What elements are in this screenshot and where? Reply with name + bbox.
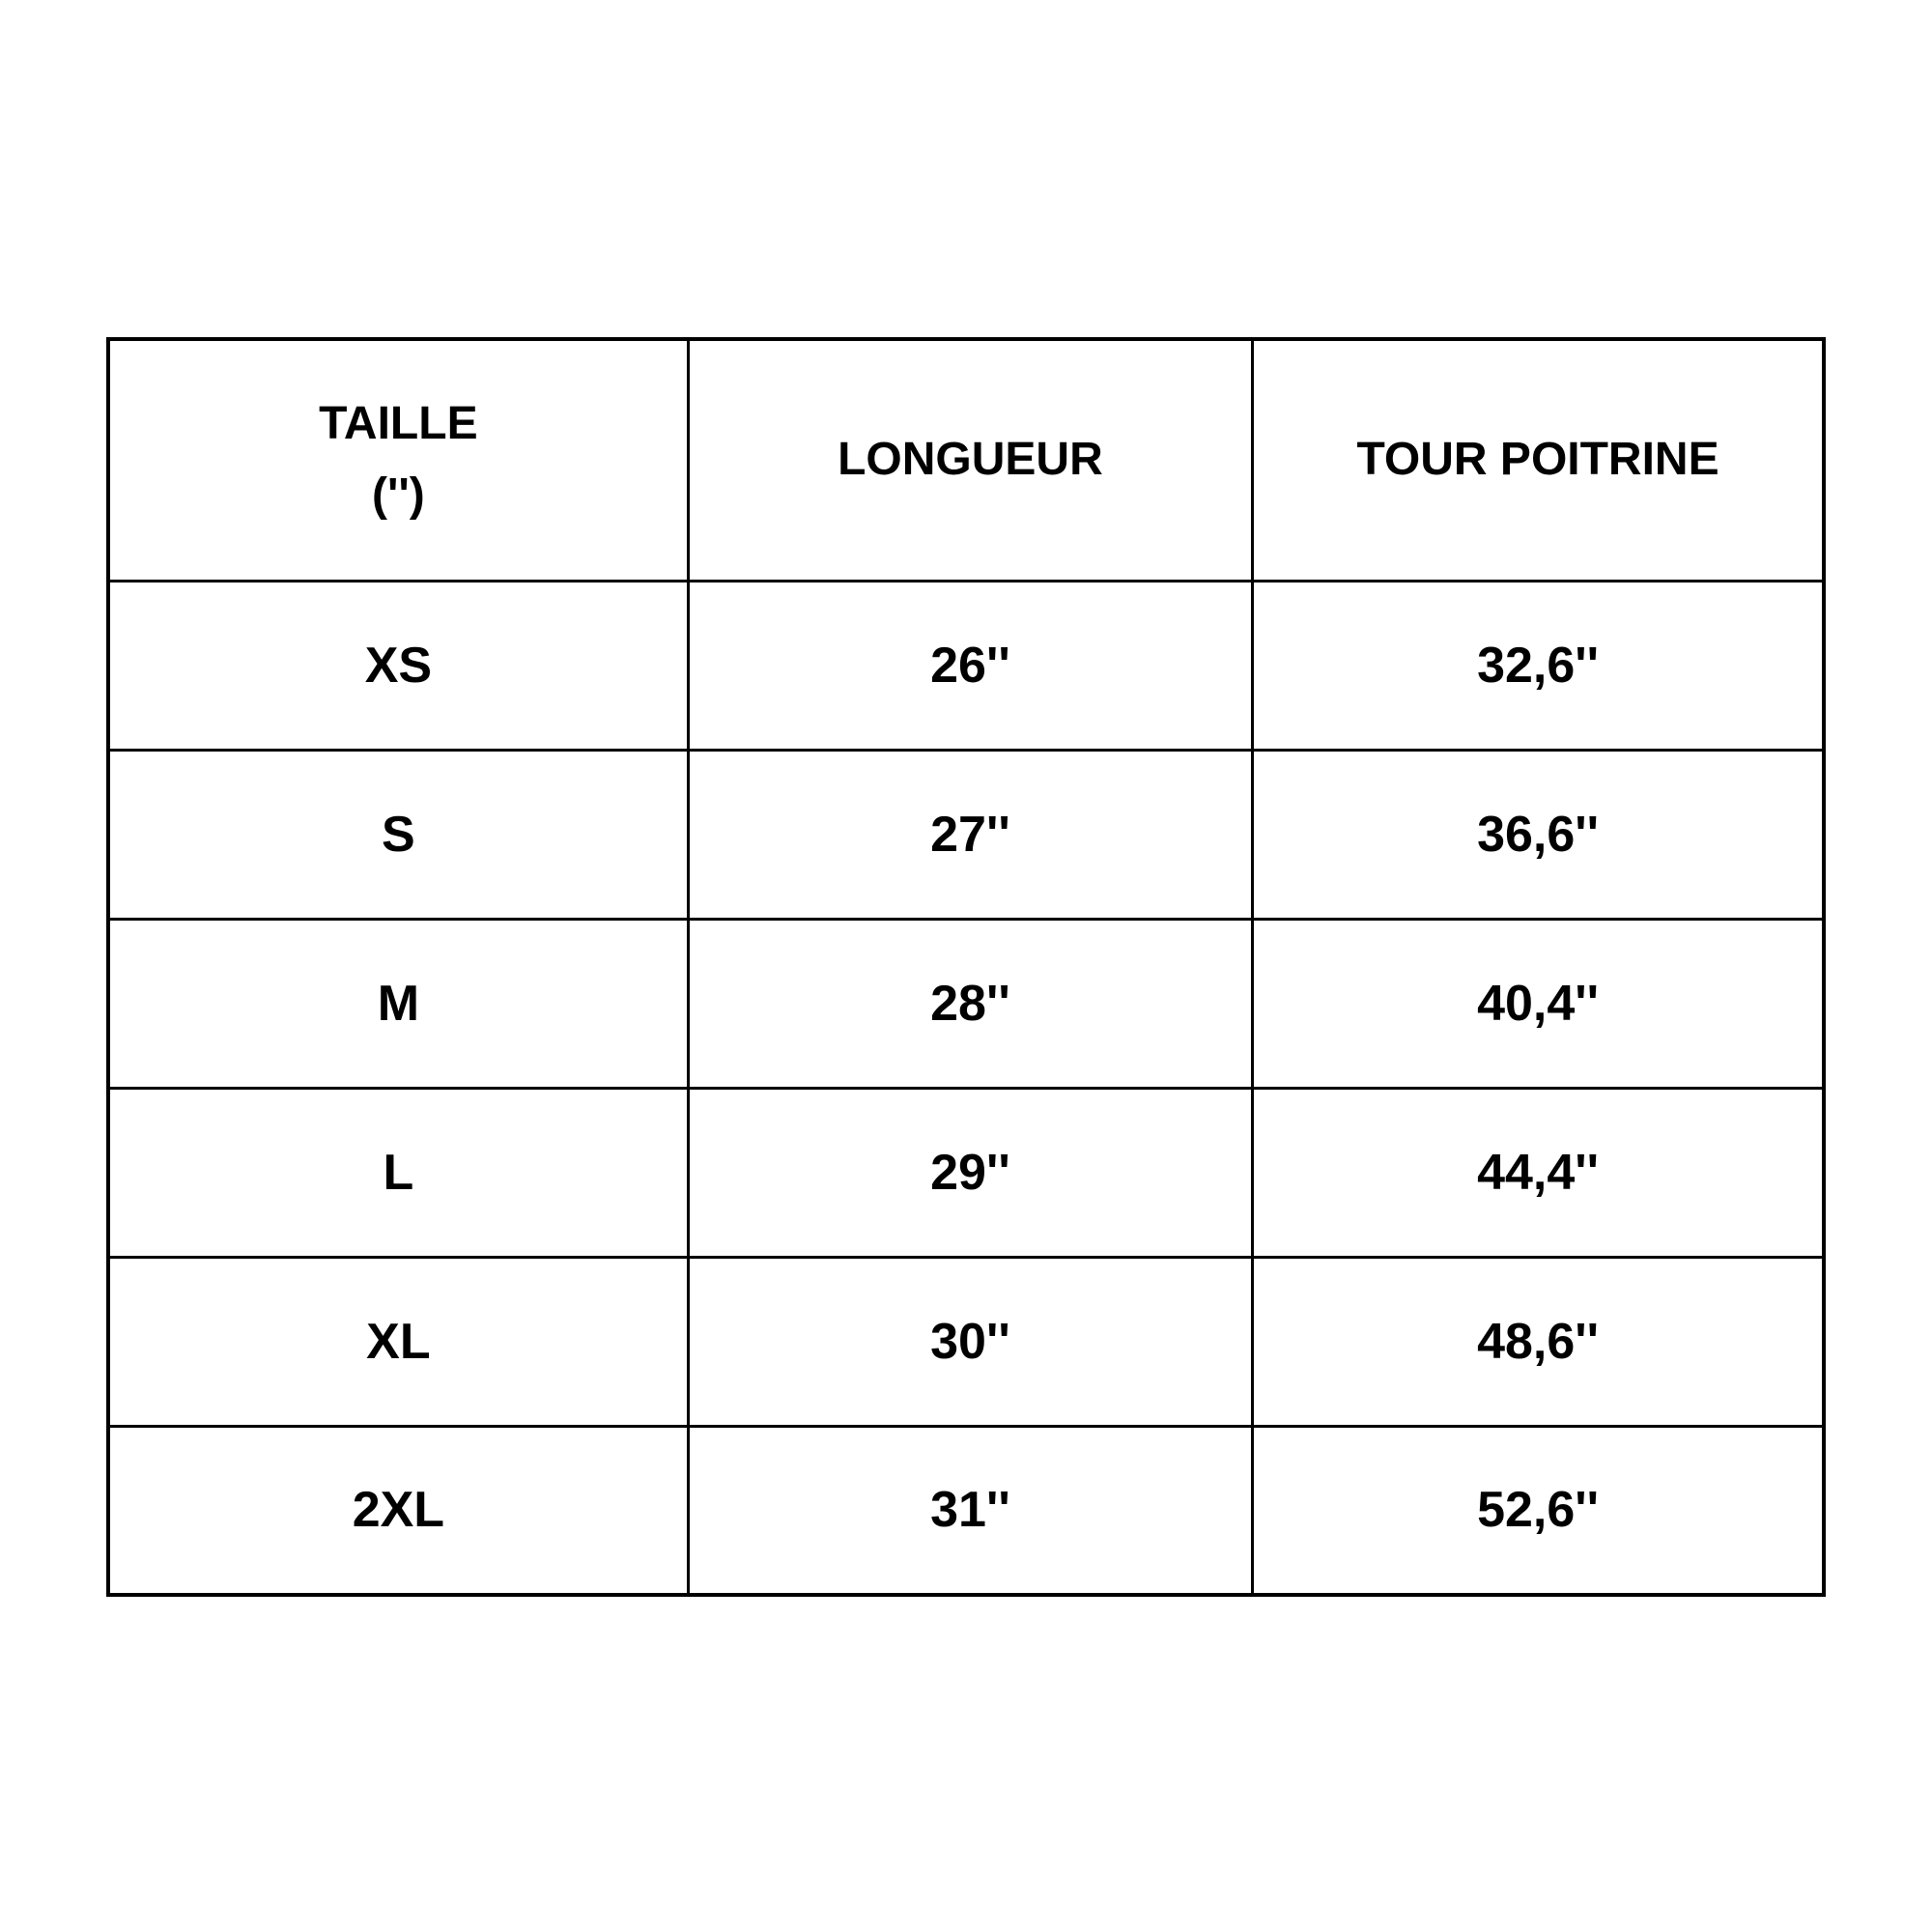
cell-chest: 52,6'' [1253, 1426, 1824, 1595]
table-row-2xl [108, 1426, 1824, 1595]
cell-size: S [108, 750, 688, 919]
cell-size: XL [108, 1257, 688, 1426]
header-taille-unit: ('') [371, 469, 425, 522]
table-body [108, 581, 1824, 1595]
cell-chest: 32,6'' [1253, 581, 1824, 750]
cell-chest: 44,4'' [1253, 1088, 1824, 1257]
header-row [108, 339, 1824, 581]
cell-length: 31'' [688, 1426, 1252, 1595]
cell-chest: 40,4'' [1253, 919, 1824, 1088]
header-taille-label: TAILLE [319, 397, 478, 449]
cell-size: M [108, 919, 688, 1088]
header-cell-longueur: LONGUEUR [688, 339, 1252, 581]
table-header [108, 339, 1824, 581]
cell-size: XS [108, 581, 688, 750]
header-cell-taille [108, 339, 688, 581]
cell-length: 27'' [688, 750, 1252, 919]
size-chart-table [106, 337, 1826, 1597]
cell-chest: 36,6'' [1253, 750, 1824, 919]
table-row-xs [108, 581, 1824, 750]
cell-chest: 48,6'' [1253, 1257, 1824, 1426]
cell-size: L [108, 1088, 688, 1257]
cell-size: 2XL [108, 1426, 688, 1595]
cell-length: 26'' [688, 581, 1252, 750]
header-cell-tour-poitrine: TOUR POITRINE [1253, 339, 1824, 581]
table-row-xl [108, 1257, 1824, 1426]
cell-length: 28'' [688, 919, 1252, 1088]
table-row-s [108, 750, 1824, 919]
cell-length: 30'' [688, 1257, 1252, 1426]
table-row-m [108, 919, 1824, 1088]
cell-length: 29'' [688, 1088, 1252, 1257]
table-row-l [108, 1088, 1824, 1257]
